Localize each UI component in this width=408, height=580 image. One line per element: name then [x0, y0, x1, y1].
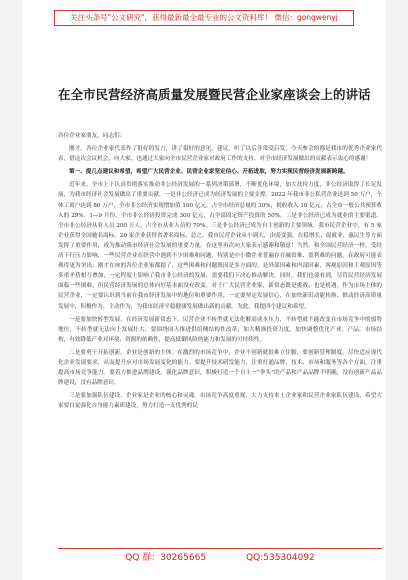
qq-text: QQ:535304092	[246, 553, 315, 563]
document-body	[58, 131, 382, 414]
promo-banner: 关注头条号"公文研究"，获得最新最全最专业的公文资料库！ 微信：gongwenyj	[54, 10, 354, 26]
page-title: 在全市民营经济高质量发展暨民营企业家座谈会上的讲话	[58, 87, 371, 102]
paragraph: 近年来，全市上下认真贯彻落实推动非公经济发展的一系列决策部署，不断优化环境，加大扶持力度，非公经济取得了长足发展，为我市经济社会发展做出了重要贡献。一是非公经济已成为经济发展的主要支撑。2022 年我市非公私营企业达到 50 万户，个体工商户达到 80 万户，全市非公经济实现增加值 100 亿元，占全市经济总量的 30%，税收收入 10 亿元，占全市一般公共预算收入的 29%。1—9 月份，全市非公经济投资完成 300 亿元，占全部固定资产投资的 50%。二是非公经济已成为就业的主要渠道。全市非公经济从业人员 200 万人，占全市从业人员的 70%。三是非公经济已成为自主创新的主要领域。我市民营企业中，有 5 家企业获得全国驰名商标，20 家企业获得省著名商标。总之，我市民营企业从小到大，由弱变强，在稳增长、促就业、惠民生等方面发挥了重要作用，成为推动我市经济社会发展的重要力量。在这里再次向大家表示感谢和敬意！当然，和全国民营经济一样，受经济下行压力影响，一些民营企业在经营中遇到不少困难和问题，特别是中小微企业普遍存在融资难、盈利难的问题。在政府可能表现得更为突出。刚才在座的各位企业家都提了，这些困难和问题既因是多方面的，是外部因素和内部因素，客观原因和主观原因等多重矛盾相互叠加，一定程度上影响了我市非公经济的发展。需要我们下决心推动解决。同时，我们也要看到，尽管民营经济发展面临一些困难，但民营经济发展的总体向好基本面没有改变，对于广大民营企业家，新常态既是挑战，也是机遇。作为市场主体的民营企业，一定要认识到当前在我市经济发展中的地位和重要作用，一定要坚定发展信心，在加快新旧动能转换、推动经济高质量发展中，积极作为、主动作为，为我市经济平稳健康发展做出新的贡献。为此，我提四个建议和希望。	[58, 182, 382, 310]
qq-group-text: QQ 群：30265665	[125, 553, 207, 563]
salutation: 各位企业家朋友，同志们：	[58, 133, 126, 139]
paragraph: 三是要加强队伍建设。企业家是企业的核心和灵魂。市场竞争高度重视，大力支持本土企业家和民营企业家队伍建设，希望大家要自觉强化自身能力素质建设，努力打造一支优秀的民	[58, 393, 382, 410]
paragraph: 二是要勇于开拓创新。企业是创新的主体。在激烈的市场竞争中，企业不创新就很难立住脚，要创新管理制度。尽快适应现代化企业发展要求，从而提升应对市场发展变化的能力。要提升技术研发能力，注重打通品牌、技术、市场和服务等各个方面，注重提高市场竞争能力。要着力推进品牌建设，强化品牌意识，积极打造一个自主一“拳头”的产品和产品品牌不明确，没有创新产品品牌建设，没有品牌意识。	[58, 349, 382, 387]
footer-contact	[58, 548, 382, 566]
paragraph: 刚才，各位企业家代表作了很好的发言，讲了很好的意见、建议，听了以后非常受启发。今天参会的都是我市的优秀企业家代表，借这次会议机会，向大家，也通过大家向全市民营企业家对政府工作的支持、对全市经济发展做出的贡献表示衷心的感谢！	[58, 146, 382, 163]
section-heading: 第一、提几点建议和希望，希望广大民营企业、民营企业家坚定信心、开拓进取，努力实现民营经济发展新跨越。	[69, 169, 349, 176]
paragraph: 一是要加快转型发展。在经济发展新常态下，民营企业不转型就无法化解高成本压力，不转型就不能改变在市场竞争中的弱势地位，不转型就无法向上发展壮大。要围绕国人推进供给侧结构性改革，加大精准投资力度，加快调整优化产业、产品、市场结构，有效降低产业对环境、资源的依赖性，提高抵御风险的能力和发展的可持续性。	[58, 316, 382, 343]
document-page	[22, 0, 386, 580]
